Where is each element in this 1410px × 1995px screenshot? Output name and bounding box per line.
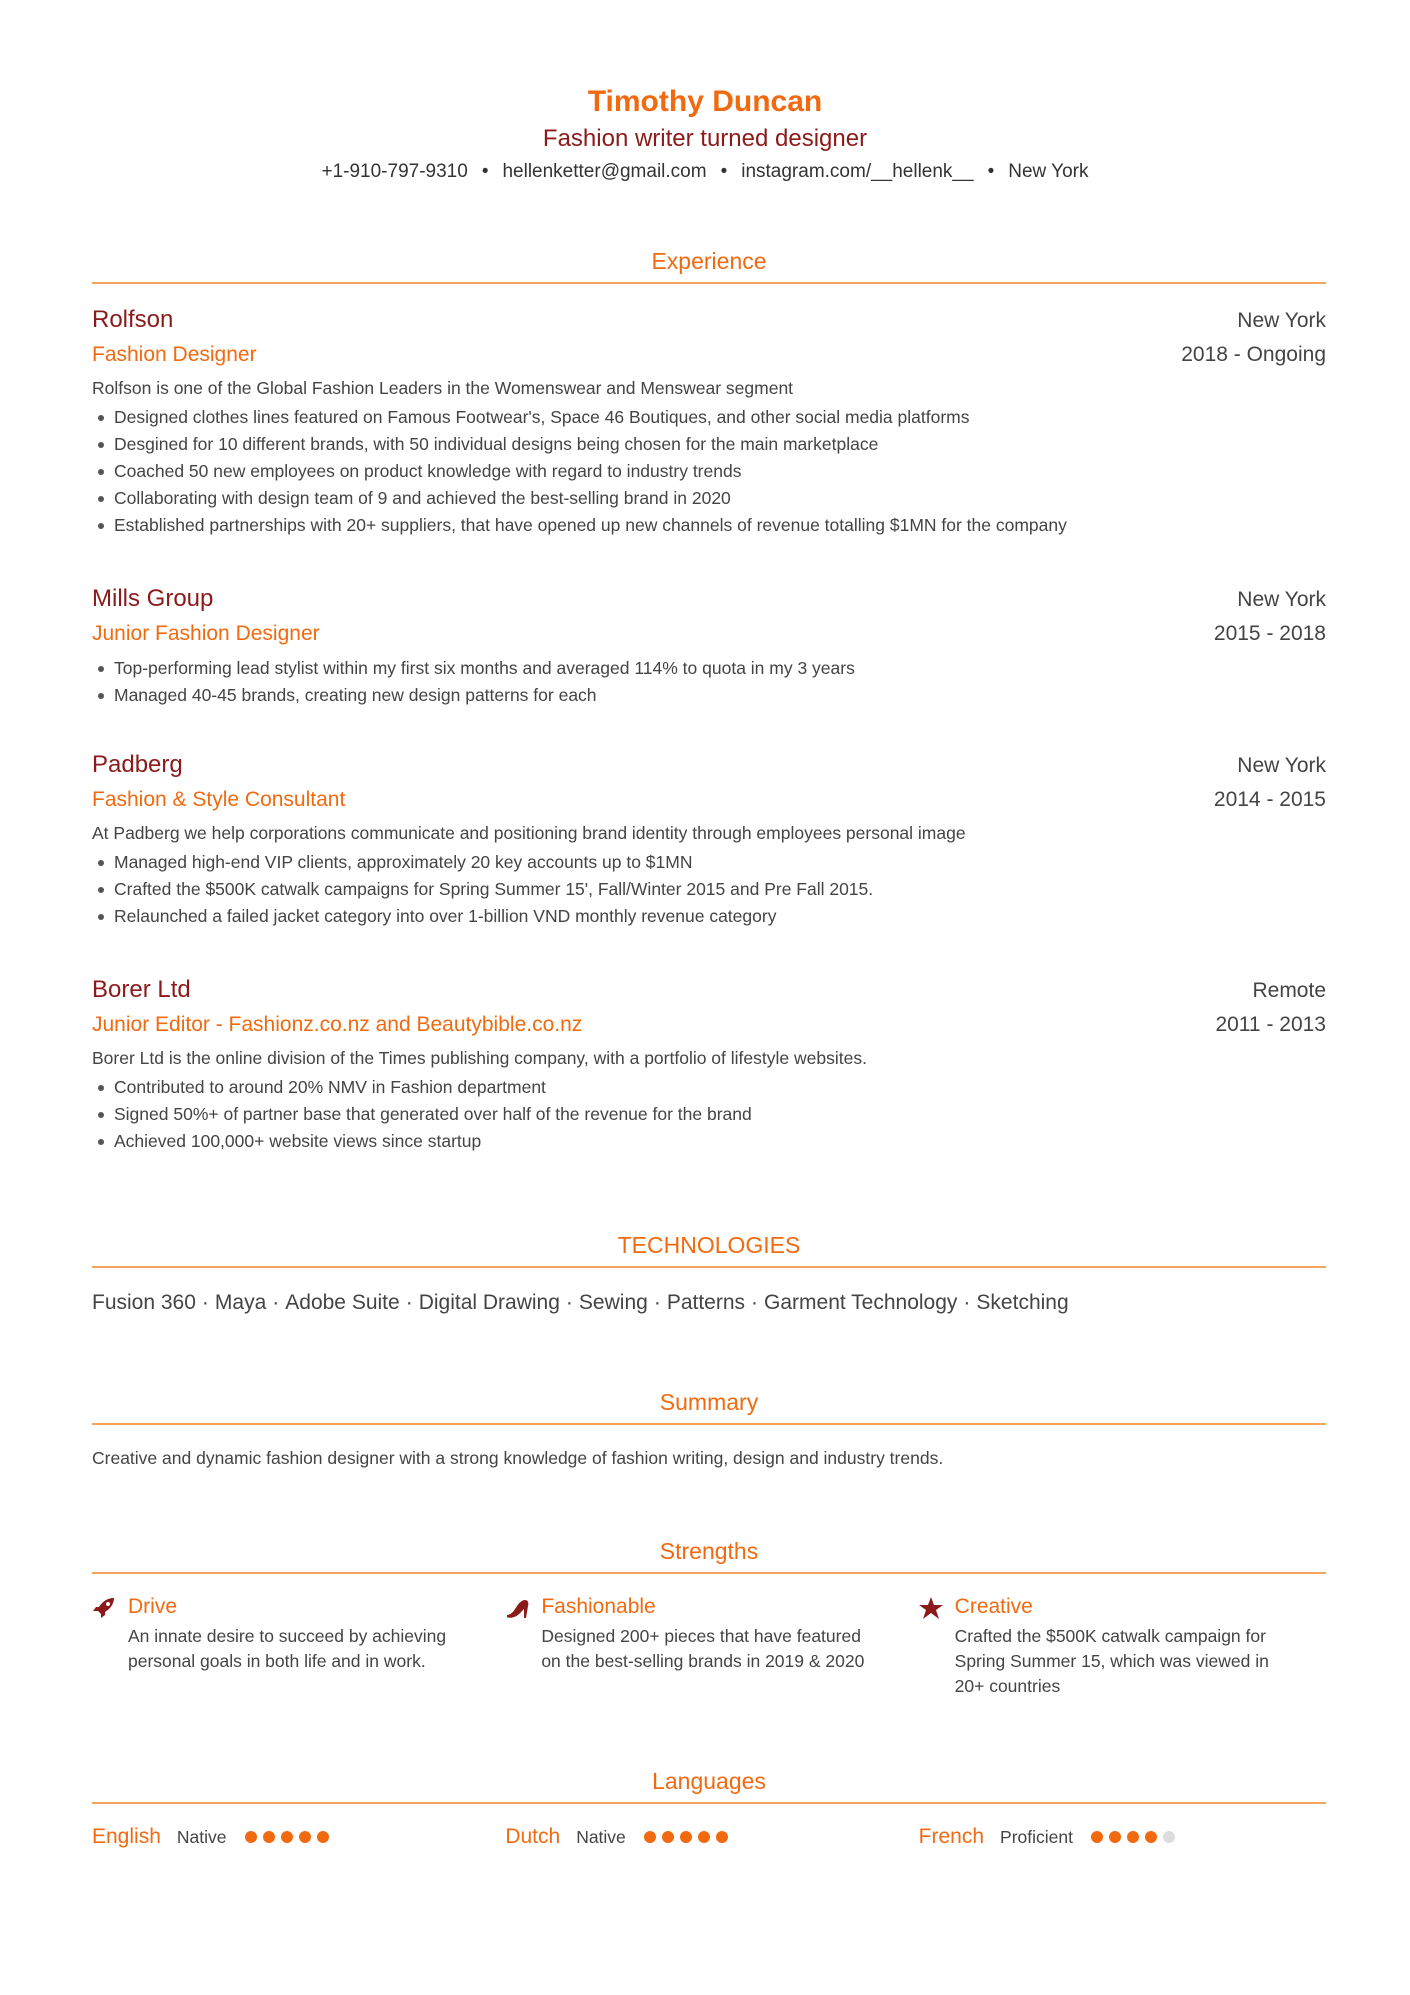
job-company: Padberg <box>92 751 183 778</box>
job-role: Fashion & Style Consultant <box>92 788 346 811</box>
rating-dot-filled <box>1091 1831 1103 1843</box>
job-location: New York <box>1237 754 1326 777</box>
language-level: Native <box>576 1827 626 1847</box>
language-item <box>92 1822 505 1852</box>
strength-item <box>919 1592 1332 1699</box>
rating-dot-filled <box>698 1831 710 1843</box>
job-role: Junior Editor - Fashionz.co.nz and Beautybible.co.nz <box>92 1013 583 1036</box>
rating-dot-filled <box>680 1831 692 1843</box>
job-bullet: Crafted the $500K catwalk campaigns for Spring Summer 15', Fall/Winter 2015 and Pre Fall 2015. <box>92 876 1326 903</box>
technology-item: Digital Drawing <box>418 1291 560 1314</box>
star-icon <box>919 1592 955 1699</box>
resume-header <box>0 82 1410 186</box>
job-dates: 2015 - 2018 <box>1213 622 1326 645</box>
rating-dot-filled <box>281 1831 293 1843</box>
job-bullets <box>92 655 1326 709</box>
job-dates: 2018 - Ongoing <box>1181 343 1326 366</box>
email-address: hellenketter@gmail.com <box>502 161 707 182</box>
strength-item <box>92 1592 505 1699</box>
rating-dot-filled <box>245 1831 257 1843</box>
job-location: New York <box>1237 588 1326 611</box>
language-level: Proficient <box>1000 1827 1073 1847</box>
job-company: Mills Group <box>92 585 214 612</box>
contact-line <box>0 158 1410 186</box>
section-title-technologies: TECHNOLOGIES <box>92 1230 1326 1268</box>
high-heel-icon <box>505 1592 541 1699</box>
job-bullet: Designed clothes lines featured on Famous Footwear's, Space 46 Boutiques, and other social media platforms <box>92 404 1326 431</box>
job-entry <box>92 582 1326 709</box>
technology-item: Sewing <box>578 1291 648 1314</box>
job-company: Rolfson <box>92 306 174 333</box>
strength-title: Creative <box>954 1595 1033 1618</box>
contact-location: New York <box>1008 161 1089 182</box>
candidate-tagline: Fashion writer turned designer <box>542 125 868 152</box>
language-item <box>919 1822 1332 1852</box>
technology-separator: · <box>963 1291 971 1314</box>
summary-text: Creative and dynamic fashion designer with a strong knowledge of fashion writing, design and industry trends. <box>92 1448 944 1468</box>
job-bullet: Contributed to around 20% NMV in Fashion department <box>92 1074 1326 1101</box>
strength-description: Crafted the $500K catwalk campaign for Spring Summer 15, which was viewed in 20+ countries <box>954 1626 1269 1696</box>
job-location: Remote <box>1252 979 1326 1002</box>
language-rating <box>644 1831 728 1843</box>
job-bullet: Signed 50%+ of partner base that generated over half of the revenue for the brand <box>92 1101 1326 1128</box>
rating-dot-empty <box>1163 1831 1175 1843</box>
strengths-list <box>92 1592 1332 1699</box>
phone-number: +1-910-797-9310 <box>321 161 468 182</box>
technology-item: Maya <box>214 1291 267 1314</box>
instagram-handle: instagram.com/__hellenk__ <box>741 161 974 182</box>
job-description: Rolfson is one of the Global Fashion Leaders in the Womenswear and Menswear segment <box>92 378 794 398</box>
rating-dot-filled <box>716 1831 728 1843</box>
job-dates: 2011 - 2013 <box>1215 1013 1326 1036</box>
job-role: Junior Fashion Designer <box>92 622 320 645</box>
job-entry <box>92 748 1326 930</box>
language-item <box>505 1822 918 1852</box>
rating-dot-filled <box>1109 1831 1121 1843</box>
job-bullets <box>92 404 1326 539</box>
rating-dot-filled <box>1145 1831 1157 1843</box>
languages-list <box>92 1822 1332 1852</box>
job-bullet: Managed high-end VIP clients, approximately 20 key accounts up to $1MN <box>92 849 1326 876</box>
language-name: English <box>92 1825 161 1848</box>
job-bullets <box>92 1074 1326 1155</box>
technology-separator: · <box>201 1291 209 1314</box>
job-bullet: Relaunched a failed jacket category into over 1-billion VND monthly revenue category <box>92 903 1326 930</box>
job-bullet: Managed 40-45 brands, creating new design patterns for each <box>92 682 1326 709</box>
job-description: Borer Ltd is the online division of the Times publishing company, with a portfolio of lifestyle websites. <box>92 1048 867 1068</box>
section-title-strengths: Strengths <box>92 1536 1326 1574</box>
job-bullet: Achieved 100,000+ website views since startup <box>92 1128 1326 1155</box>
technology-item: Garment Technology <box>764 1291 958 1314</box>
job-location: New York <box>1237 309 1326 332</box>
job-entry <box>92 303 1326 539</box>
language-name: French <box>918 1825 985 1848</box>
strength-description: Designed 200+ pieces that have featured on the best-selling brands in 2019 & 2020 <box>541 1626 865 1671</box>
technology-separator: · <box>565 1291 573 1314</box>
section-title-experience: Experience <box>92 246 1326 284</box>
technology-item: Patterns <box>666 1291 746 1314</box>
contact-separator: • <box>987 161 995 182</box>
job-bullet: Established partnerships with 20+ suppliers, that have opened up new channels of revenue totalling $1MN for the company <box>92 512 1326 539</box>
language-rating <box>1091 1831 1175 1843</box>
job-bullet: Top-performing lead stylist within my first six months and averaged 114% to quota in my 3 years <box>92 655 1326 682</box>
technology-separator: · <box>405 1291 413 1314</box>
job-bullet: Collaborating with design team of 9 and achieved the best-selling brand in 2020 <box>92 485 1326 512</box>
strength-description: An innate desire to succeed by achieving personal goals in both life and in work. <box>128 1626 447 1671</box>
job-bullet: Desgined for 10 different brands, with 50 individual designs being chosen for the main marketplace <box>92 431 1326 458</box>
job-bullets <box>92 849 1326 930</box>
rating-dot-filled <box>662 1831 674 1843</box>
section-title-summary: Summary <box>92 1387 1326 1425</box>
language-name: Dutch <box>505 1825 561 1848</box>
strength-title: Fashionable <box>541 1595 656 1618</box>
contact-separator: • <box>720 161 728 182</box>
job-role: Fashion Designer <box>92 343 257 366</box>
rating-dot-filled <box>317 1831 329 1843</box>
technology-item: Adobe Suite <box>285 1291 400 1314</box>
technology-list <box>92 1288 1069 1318</box>
job-company: Borer Ltd <box>92 976 191 1003</box>
contact-separator: • <box>481 161 489 182</box>
technology-separator: · <box>272 1291 280 1314</box>
job-description: At Padberg we help corporations communicate and positioning brand identity through employees personal image <box>92 823 966 843</box>
language-level: Native <box>176 1827 227 1847</box>
technology-item: Fusion 360 <box>92 1291 196 1314</box>
technology-item: Sketching <box>976 1291 1069 1314</box>
rating-dot-filled <box>299 1831 311 1843</box>
technology-separator: · <box>751 1291 759 1314</box>
section-title-languages: Languages <box>92 1766 1326 1804</box>
rating-dot-filled <box>263 1831 275 1843</box>
candidate-name: Timothy Duncan <box>587 85 823 118</box>
strength-item <box>505 1592 918 1699</box>
strength-title: Drive <box>128 1595 178 1618</box>
technology-separator: · <box>653 1291 661 1314</box>
language-rating <box>245 1831 329 1843</box>
job-bullet: Coached 50 new employees on product knowledge with regard to industry trends <box>92 458 1326 485</box>
rating-dot-filled <box>1127 1831 1139 1843</box>
rating-dot-filled <box>644 1831 656 1843</box>
rocket-icon <box>92 1592 128 1699</box>
job-dates: 2014 - 2015 <box>1213 788 1326 811</box>
job-entry <box>92 973 1326 1155</box>
